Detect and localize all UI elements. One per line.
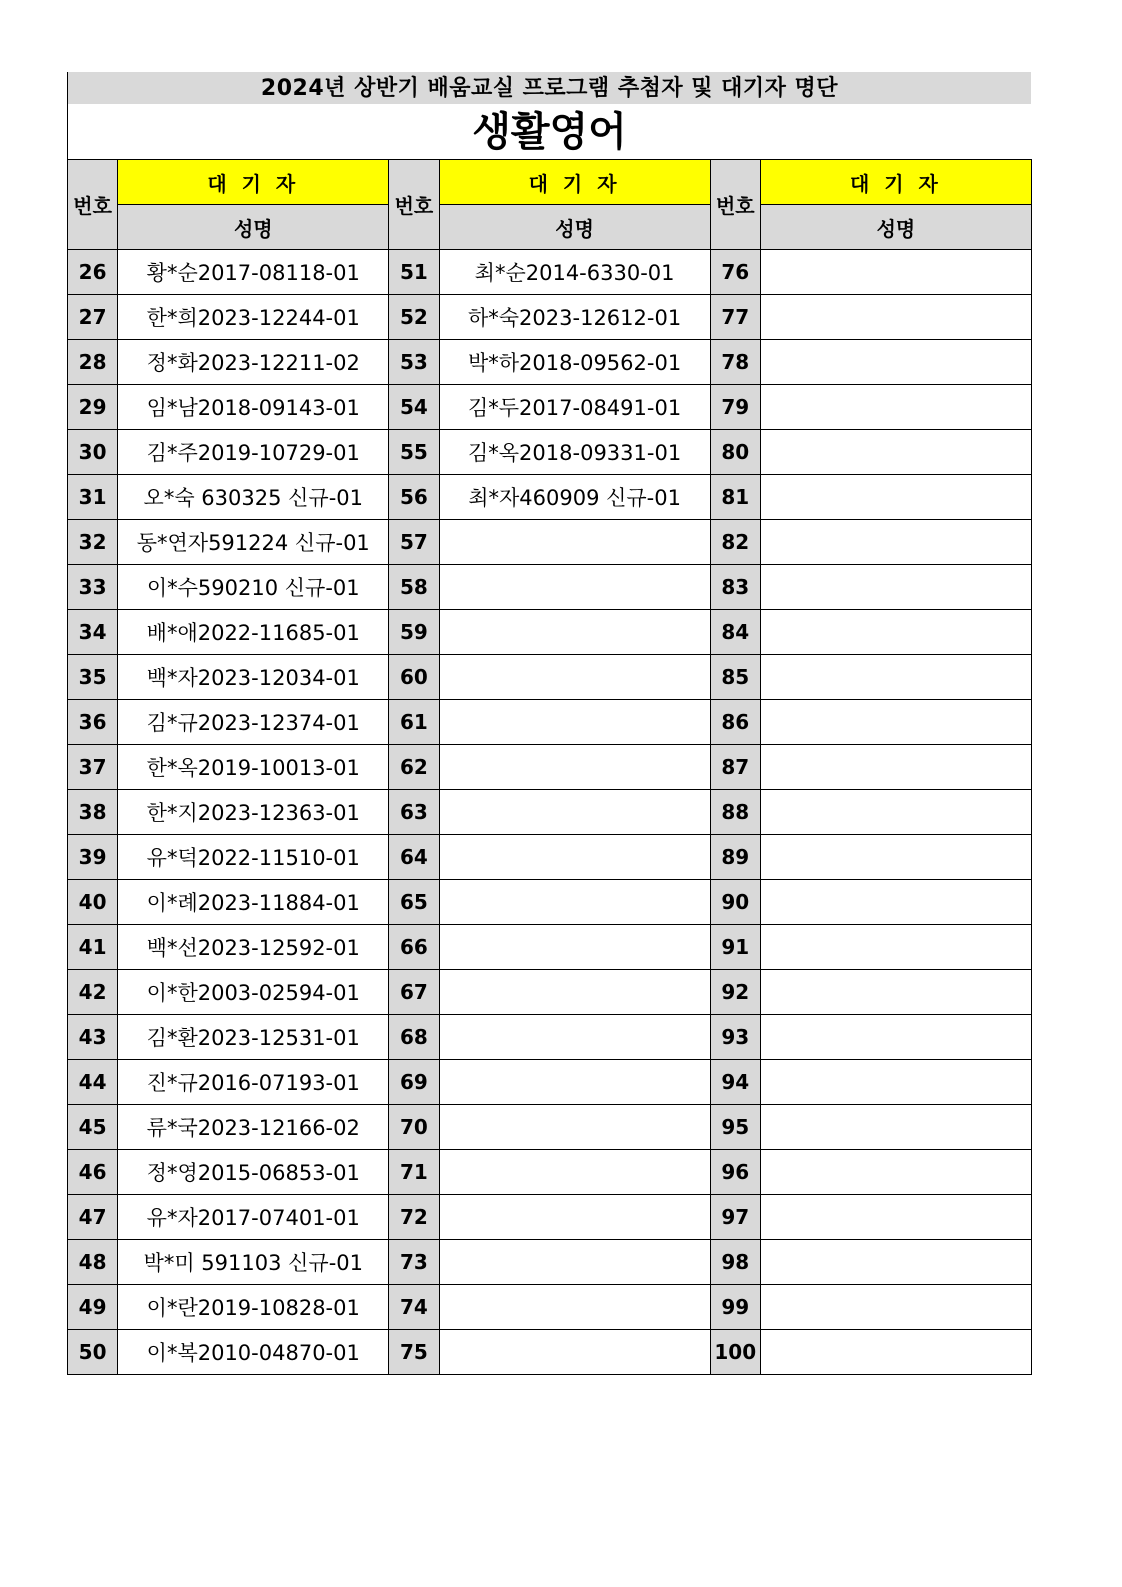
row-number: 57	[389, 520, 439, 565]
header-waitlist-1: 대 기 자	[118, 160, 389, 205]
header-name-1: 성명	[118, 205, 389, 250]
table-row	[68, 565, 1032, 610]
waitlist-entry	[760, 655, 1031, 700]
row-number: 59	[389, 610, 439, 655]
row-number: 37	[68, 745, 118, 790]
row-number: 46	[68, 1150, 118, 1195]
header-number-2: 번호	[389, 160, 439, 250]
waitlist-entry: 배*애2022-11685-01	[118, 610, 389, 655]
waitlist-entry: 박*미 591103 신규-01	[118, 1240, 389, 1285]
row-number: 79	[710, 385, 760, 430]
waitlist-entry	[439, 565, 710, 610]
row-number: 26	[68, 250, 118, 295]
row-number: 48	[68, 1240, 118, 1285]
waitlist-entry	[439, 610, 710, 655]
row-number: 38	[68, 790, 118, 835]
waitlist-entry: 유*자2017-07401-01	[118, 1195, 389, 1240]
waitlist-entry	[439, 1060, 710, 1105]
row-number: 31	[68, 475, 118, 520]
document-title: 2024년 상반기 배움교실 프로그램 추첨자 및 대기자 명단	[67, 72, 1031, 104]
row-number: 35	[68, 655, 118, 700]
row-number: 94	[710, 1060, 760, 1105]
table-row	[68, 835, 1032, 880]
waitlist-entry	[439, 1240, 710, 1285]
table-row	[68, 1105, 1032, 1150]
roster-sheet	[67, 72, 1031, 1375]
row-number: 87	[710, 745, 760, 790]
row-number: 82	[710, 520, 760, 565]
table-row	[68, 295, 1032, 340]
row-number: 99	[710, 1285, 760, 1330]
table-row	[68, 880, 1032, 925]
row-number: 27	[68, 295, 118, 340]
waitlist-entry: 임*남2018-09143-01	[118, 385, 389, 430]
row-number: 97	[710, 1195, 760, 1240]
row-number: 58	[389, 565, 439, 610]
waitlist-entry: 한*희2023-12244-01	[118, 295, 389, 340]
row-number: 84	[710, 610, 760, 655]
waitlist-entry: 김*규2023-12374-01	[118, 700, 389, 745]
waitlist-entry	[760, 1240, 1031, 1285]
table-row	[68, 790, 1032, 835]
row-number: 39	[68, 835, 118, 880]
waitlist-entry	[760, 745, 1031, 790]
waitlist-entry	[760, 250, 1031, 295]
row-number: 34	[68, 610, 118, 655]
waitlist-entry: 정*영2015-06853-01	[118, 1150, 389, 1195]
row-number: 36	[68, 700, 118, 745]
table-row	[68, 250, 1032, 295]
table-row	[68, 1150, 1032, 1195]
row-number: 41	[68, 925, 118, 970]
table-row	[68, 1240, 1032, 1285]
waitlist-entry: 한*옥2019-10013-01	[118, 745, 389, 790]
waitlist-entry: 최*자460909 신규-01	[439, 475, 710, 520]
table-row	[68, 430, 1032, 475]
header-number-3: 번호	[710, 160, 760, 250]
row-number: 65	[389, 880, 439, 925]
waitlist-entry: 김*옥2018-09331-01	[439, 430, 710, 475]
row-number: 51	[389, 250, 439, 295]
row-number: 92	[710, 970, 760, 1015]
table-row	[68, 1285, 1032, 1330]
waitlist-entry: 진*규2016-07193-01	[118, 1060, 389, 1105]
waitlist-entry	[760, 610, 1031, 655]
waitlist-table	[67, 159, 1032, 1375]
row-number: 63	[389, 790, 439, 835]
header-waitlist-2: 대 기 자	[439, 160, 710, 205]
row-number: 68	[389, 1015, 439, 1060]
roster-body	[68, 250, 1032, 1375]
row-number: 98	[710, 1240, 760, 1285]
waitlist-entry	[760, 700, 1031, 745]
waitlist-entry	[439, 520, 710, 565]
row-number: 91	[710, 925, 760, 970]
row-number: 67	[389, 970, 439, 1015]
row-number: 95	[710, 1105, 760, 1150]
row-number: 61	[389, 700, 439, 745]
waitlist-entry: 이*란2019-10828-01	[118, 1285, 389, 1330]
waitlist-entry	[439, 745, 710, 790]
waitlist-entry: 정*화2023-12211-02	[118, 340, 389, 385]
waitlist-entry: 백*선2023-12592-01	[118, 925, 389, 970]
waitlist-entry: 류*국2023-12166-02	[118, 1105, 389, 1150]
row-number: 53	[389, 340, 439, 385]
waitlist-entry	[760, 1150, 1031, 1195]
table-row	[68, 610, 1032, 655]
row-number: 30	[68, 430, 118, 475]
waitlist-entry: 이*례2023-11884-01	[118, 880, 389, 925]
program-name: 생활영어	[67, 104, 1031, 159]
waitlist-entry: 이*수590210 신규-01	[118, 565, 389, 610]
waitlist-entry	[439, 655, 710, 700]
waitlist-entry: 이*한2003-02594-01	[118, 970, 389, 1015]
waitlist-entry	[439, 1015, 710, 1060]
row-number: 49	[68, 1285, 118, 1330]
table-row	[68, 970, 1032, 1015]
waitlist-entry	[439, 1195, 710, 1240]
waitlist-entry	[439, 835, 710, 880]
waitlist-entry	[760, 1330, 1031, 1375]
waitlist-entry: 백*자2023-12034-01	[118, 655, 389, 700]
waitlist-entry	[760, 835, 1031, 880]
row-number: 71	[389, 1150, 439, 1195]
row-number: 76	[710, 250, 760, 295]
row-number: 44	[68, 1060, 118, 1105]
waitlist-entry	[439, 700, 710, 745]
waitlist-entry	[439, 970, 710, 1015]
row-number: 56	[389, 475, 439, 520]
waitlist-entry	[439, 1330, 710, 1375]
row-number: 86	[710, 700, 760, 745]
row-number: 74	[389, 1285, 439, 1330]
table-row	[68, 475, 1032, 520]
row-number: 89	[710, 835, 760, 880]
waitlist-entry	[760, 925, 1031, 970]
table-row	[68, 340, 1032, 385]
table-row	[68, 385, 1032, 430]
row-number: 77	[710, 295, 760, 340]
waitlist-entry: 하*숙2023-12612-01	[439, 295, 710, 340]
row-number: 54	[389, 385, 439, 430]
row-number: 81	[710, 475, 760, 520]
row-number: 90	[710, 880, 760, 925]
waitlist-entry	[760, 970, 1031, 1015]
table-row	[68, 745, 1032, 790]
waitlist-entry	[760, 1060, 1031, 1105]
waitlist-entry	[439, 790, 710, 835]
waitlist-entry: 동*연자591224 신규-01	[118, 520, 389, 565]
waitlist-entry: 김*두2017-08491-01	[439, 385, 710, 430]
waitlist-entry: 최*순2014-6330-01	[439, 250, 710, 295]
waitlist-entry	[439, 880, 710, 925]
waitlist-entry	[760, 520, 1031, 565]
row-number: 66	[389, 925, 439, 970]
waitlist-entry	[760, 565, 1031, 610]
waitlist-entry: 한*지2023-12363-01	[118, 790, 389, 835]
row-number: 96	[710, 1150, 760, 1195]
waitlist-entry	[439, 925, 710, 970]
waitlist-entry	[760, 340, 1031, 385]
row-number: 40	[68, 880, 118, 925]
table-row	[68, 1015, 1032, 1060]
row-number: 75	[389, 1330, 439, 1375]
header-name-2: 성명	[439, 205, 710, 250]
row-number: 50	[68, 1330, 118, 1375]
row-number: 72	[389, 1195, 439, 1240]
waitlist-entry	[760, 295, 1031, 340]
table-row	[68, 925, 1032, 970]
table-row	[68, 655, 1032, 700]
row-number: 32	[68, 520, 118, 565]
waitlist-entry: 이*복2010-04870-01	[118, 1330, 389, 1375]
row-number: 28	[68, 340, 118, 385]
waitlist-entry	[760, 430, 1031, 475]
table-row	[68, 520, 1032, 565]
row-number: 62	[389, 745, 439, 790]
row-number: 85	[710, 655, 760, 700]
waitlist-entry: 박*하2018-09562-01	[439, 340, 710, 385]
waitlist-entry: 오*숙 630325 신규-01	[118, 475, 389, 520]
waitlist-entry	[760, 1285, 1031, 1330]
row-number: 64	[389, 835, 439, 880]
waitlist-entry	[439, 1150, 710, 1195]
header-waitlist-3: 대 기 자	[760, 160, 1031, 205]
row-number: 88	[710, 790, 760, 835]
row-number: 47	[68, 1195, 118, 1240]
row-number: 42	[68, 970, 118, 1015]
table-row	[68, 1330, 1032, 1375]
waitlist-entry: 김*환2023-12531-01	[118, 1015, 389, 1060]
waitlist-entry: 황*순2017-08118-01	[118, 250, 389, 295]
waitlist-entry	[760, 475, 1031, 520]
row-number: 78	[710, 340, 760, 385]
table-row	[68, 1195, 1032, 1240]
waitlist-entry	[439, 1285, 710, 1330]
row-number: 29	[68, 385, 118, 430]
row-number: 73	[389, 1240, 439, 1285]
table-row	[68, 1060, 1032, 1105]
row-number: 83	[710, 565, 760, 610]
waitlist-entry	[439, 1105, 710, 1150]
header-number-1: 번호	[68, 160, 118, 250]
waitlist-entry	[760, 1195, 1031, 1240]
row-number: 55	[389, 430, 439, 475]
row-number: 43	[68, 1015, 118, 1060]
waitlist-entry	[760, 1015, 1031, 1060]
header-name-3: 성명	[760, 205, 1031, 250]
row-number: 80	[710, 430, 760, 475]
waitlist-entry	[760, 790, 1031, 835]
row-number: 93	[710, 1015, 760, 1060]
row-number: 70	[389, 1105, 439, 1150]
row-number: 45	[68, 1105, 118, 1150]
waitlist-entry	[760, 880, 1031, 925]
row-number: 60	[389, 655, 439, 700]
row-number: 69	[389, 1060, 439, 1105]
waitlist-entry: 김*주2019-10729-01	[118, 430, 389, 475]
row-number: 33	[68, 565, 118, 610]
waitlist-entry	[760, 1105, 1031, 1150]
row-number: 52	[389, 295, 439, 340]
waitlist-entry: 유*덕2022-11510-01	[118, 835, 389, 880]
waitlist-entry	[760, 385, 1031, 430]
row-number: 100	[710, 1330, 760, 1375]
table-row	[68, 700, 1032, 745]
